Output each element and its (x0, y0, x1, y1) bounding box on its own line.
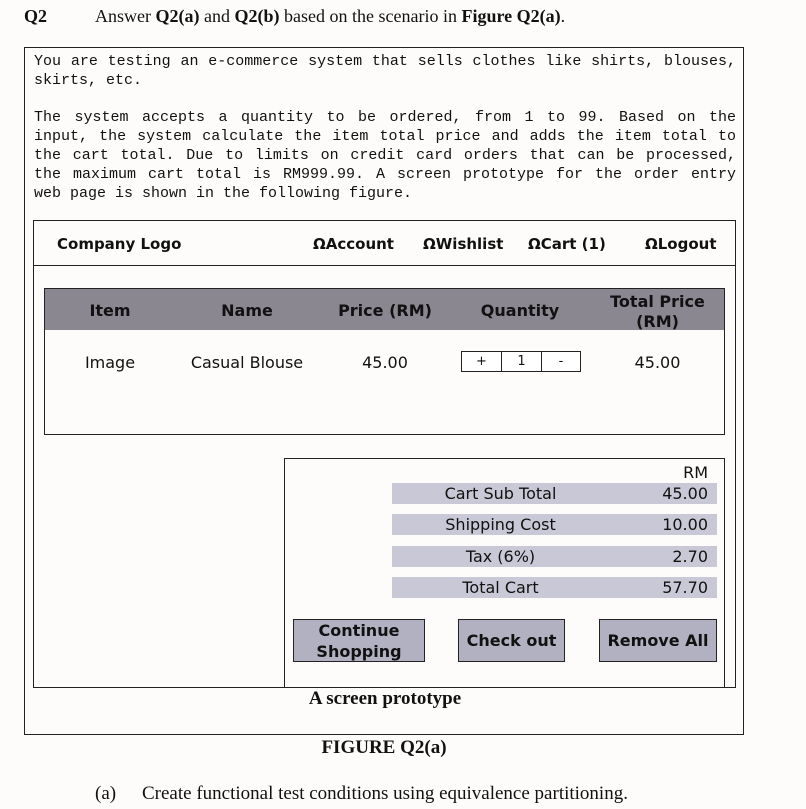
row-item-name: Casual Blouse (190, 353, 304, 372)
table-header (45, 289, 724, 330)
summary-row-tax: Tax (6%) 2.70 (392, 546, 717, 567)
quantity-minus-button[interactable]: - (558, 354, 564, 369)
scenario-paragraph-2: The system accepts a quantity to be ordered, from 1 to 99. Based on the input, the system calculate the item total price and adds the item total to the cart total. Due to limits on credit card orders that can be processed, the maximum cart total is RM999.99. A screen prototype for the order entry web page is shown in the following figure. (34, 109, 736, 202)
row-item-image: Image (84, 353, 136, 372)
remove-all-button[interactable]: Remove All (599, 619, 717, 662)
nav-wishlist-link[interactable]: ΩWishlist (423, 235, 504, 253)
nav-account-link[interactable]: ΩAccount (313, 235, 394, 253)
quantity-stepper (461, 351, 581, 372)
question-number: Q2 (24, 6, 48, 26)
top-nav (34, 221, 735, 266)
summary-row-total: Total Cart 57.70 (392, 577, 717, 598)
cart-item-table (44, 288, 725, 435)
header-price: Price (RM) (338, 301, 432, 320)
figure-caption: FIGURE Q2(a) (321, 737, 447, 758)
currency-label: RM (683, 463, 708, 482)
question-instruction: Answer Q2(a) and Q2(b) based on the scenario in Figure Q2(a). (95, 6, 566, 26)
scenario-paragraph-1: You are testing an e-commerce system that sells clothes like shirts, blouses, skirts, etc. (34, 53, 736, 89)
quantity-input[interactable]: 1 (502, 352, 542, 371)
nav-logout-link[interactable]: ΩLogout (645, 235, 717, 253)
company-logo: Company Logo (57, 235, 182, 253)
checkout-button[interactable]: Check out (458, 619, 565, 662)
summary-row-subtotal: Cart Sub Total 45.00 (392, 483, 717, 504)
header-item: Item (89, 301, 131, 320)
header-total-price: Total Price (RM) (610, 292, 705, 331)
header-quantity: Quantity (480, 301, 560, 320)
figure-box (24, 47, 744, 735)
summary-row-shipping: Shipping Cost 10.00 (392, 514, 717, 535)
subquestion-text: Create functional test conditions using equivalence partitioning. (142, 783, 628, 804)
nav-cart-link[interactable]: ΩCart (1) (528, 235, 606, 253)
cart-summary (284, 458, 725, 688)
header-name: Name (221, 301, 273, 320)
scenario-text (34, 52, 736, 221)
subquestion-label: (a) (95, 783, 117, 804)
quantity-plus-button[interactable]: + (462, 352, 502, 371)
row-item-price: 45.00 (362, 353, 408, 372)
prototype-caption: A screen prototype (308, 688, 462, 709)
screen-prototype (33, 220, 736, 688)
continue-shopping-button[interactable]: Continue Shopping (293, 619, 425, 662)
row-item-total: 45.00 (634, 353, 681, 372)
